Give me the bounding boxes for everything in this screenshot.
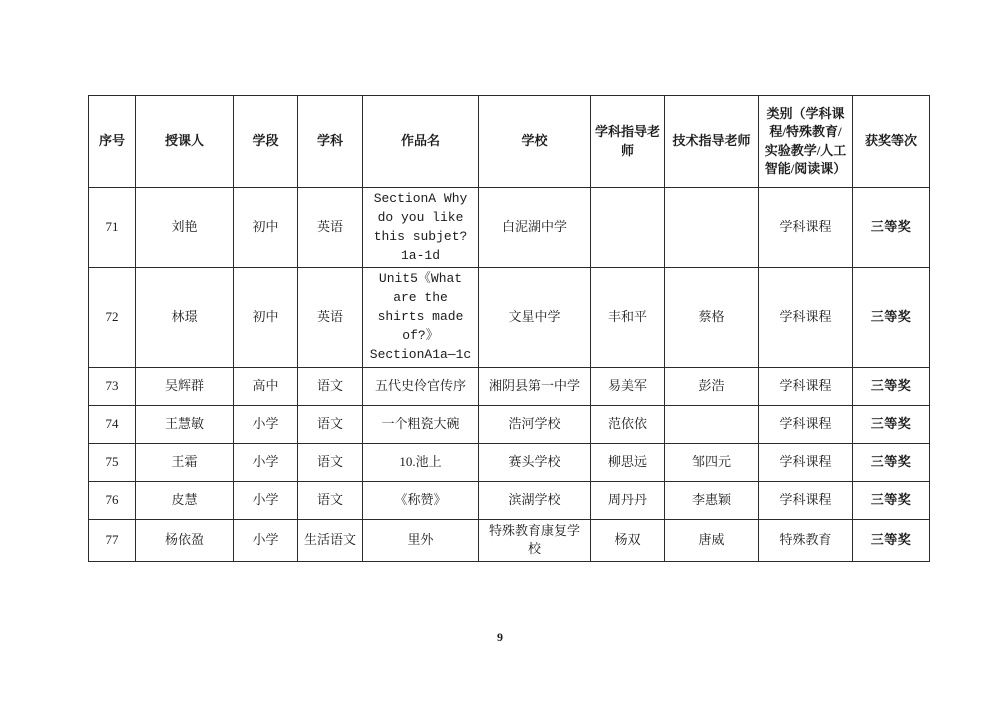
cell-school: 文星中学 <box>479 268 591 367</box>
cell-teacher: 杨依盈 <box>136 519 234 562</box>
column-header-award: 获奖等次 <box>853 96 930 188</box>
cell-school: 湘阴县第一中学 <box>479 367 591 405</box>
cell-index: 71 <box>89 188 136 268</box>
cell-subject: 语文 <box>298 367 363 405</box>
table-row <box>89 367 930 405</box>
cell-subject-advisor: 柳思远 <box>591 443 665 481</box>
cell-category: 学科课程 <box>759 443 853 481</box>
cell-award: 三等奖 <box>853 519 930 562</box>
cell-category: 学科课程 <box>759 481 853 519</box>
cell-stage: 初中 <box>234 268 298 367</box>
cell-index: 73 <box>89 367 136 405</box>
cell-subject-advisor: 易美军 <box>591 367 665 405</box>
cell-stage: 小学 <box>234 519 298 562</box>
cell-school: 滨湖学校 <box>479 481 591 519</box>
table-header-row <box>89 96 930 188</box>
column-header-index: 序号 <box>89 96 136 188</box>
page-number: 9 <box>497 630 503 644</box>
cell-tech-advisor: 邹四元 <box>665 443 759 481</box>
cell-work: 里外 <box>363 519 479 562</box>
cell-work: SectionA Why do you like this subjet? 1a-1d <box>363 188 479 268</box>
column-header-work: 作品名 <box>363 96 479 188</box>
cell-tech-advisor <box>665 188 759 268</box>
cell-award: 三等奖 <box>853 443 930 481</box>
cell-stage: 小学 <box>234 443 298 481</box>
cell-index: 76 <box>89 481 136 519</box>
cell-work: Unit5《What are the shirts made of?》SectionA1a—1c <box>363 268 479 367</box>
cell-tech-advisor: 唐威 <box>665 519 759 562</box>
cell-teacher: 刘艳 <box>136 188 234 268</box>
column-header-subject: 学科 <box>298 96 363 188</box>
cell-index: 77 <box>89 519 136 562</box>
table-row <box>89 268 930 367</box>
column-header-subject-advisor: 学科指导老师 <box>591 96 665 188</box>
cell-teacher: 林璟 <box>136 268 234 367</box>
cell-stage: 小学 <box>234 481 298 519</box>
cell-subject: 语文 <box>298 405 363 443</box>
cell-stage: 初中 <box>234 188 298 268</box>
cell-teacher: 皮慧 <box>136 481 234 519</box>
cell-award: 三等奖 <box>853 268 930 367</box>
cell-work: 10.池上 <box>363 443 479 481</box>
cell-category: 学科课程 <box>759 188 853 268</box>
table-row <box>89 481 930 519</box>
cell-category: 学科课程 <box>759 367 853 405</box>
cell-work: 五代史伶官传序 <box>363 367 479 405</box>
column-header-teacher: 授课人 <box>136 96 234 188</box>
table-row <box>89 188 930 268</box>
cell-award: 三等奖 <box>853 405 930 443</box>
cell-stage: 高中 <box>234 367 298 405</box>
cell-tech-advisor <box>665 405 759 443</box>
cell-school: 白泥湖中学 <box>479 188 591 268</box>
cell-tech-advisor: 蔡格 <box>665 268 759 367</box>
cell-school: 赛头学校 <box>479 443 591 481</box>
cell-category: 特殊教育 <box>759 519 853 562</box>
cell-school: 浩河学校 <box>479 405 591 443</box>
cell-award: 三等奖 <box>853 481 930 519</box>
cell-subject-advisor: 范依依 <box>591 405 665 443</box>
cell-work: 一个粗瓷大碗 <box>363 405 479 443</box>
cell-subject: 生活语文 <box>298 519 363 562</box>
cell-teacher: 吴辉群 <box>136 367 234 405</box>
cell-school: 特殊教育康复学校 <box>479 519 591 562</box>
cell-award: 三等奖 <box>853 367 930 405</box>
cell-tech-advisor: 李惠颖 <box>665 481 759 519</box>
cell-subject-advisor: 周丹丹 <box>591 481 665 519</box>
table-row <box>89 443 930 481</box>
column-header-school: 学校 <box>479 96 591 188</box>
cell-stage: 小学 <box>234 405 298 443</box>
column-header-tech-advisor: 技术指导老师 <box>665 96 759 188</box>
cell-index: 75 <box>89 443 136 481</box>
cell-tech-advisor: 彭浩 <box>665 367 759 405</box>
cell-subject: 语文 <box>298 443 363 481</box>
cell-subject: 英语 <box>298 188 363 268</box>
cell-teacher: 王慧敏 <box>136 405 234 443</box>
cell-award: 三等奖 <box>853 188 930 268</box>
column-header-category: 类别（学科课程/特殊教育/实验教学/人工智能/阅读课） <box>759 96 853 188</box>
cell-index: 72 <box>89 268 136 367</box>
cell-work: 《称赞》 <box>363 481 479 519</box>
table-row <box>89 405 930 443</box>
awards-table <box>88 95 930 562</box>
cell-subject-advisor <box>591 188 665 268</box>
cell-subject-advisor: 杨双 <box>591 519 665 562</box>
column-header-stage: 学段 <box>234 96 298 188</box>
cell-index: 74 <box>89 405 136 443</box>
cell-subject: 语文 <box>298 481 363 519</box>
cell-category: 学科课程 <box>759 405 853 443</box>
table-row <box>89 519 930 562</box>
cell-subject-advisor: 丰和平 <box>591 268 665 367</box>
cell-category: 学科课程 <box>759 268 853 367</box>
cell-subject: 英语 <box>298 268 363 367</box>
cell-teacher: 王霜 <box>136 443 234 481</box>
